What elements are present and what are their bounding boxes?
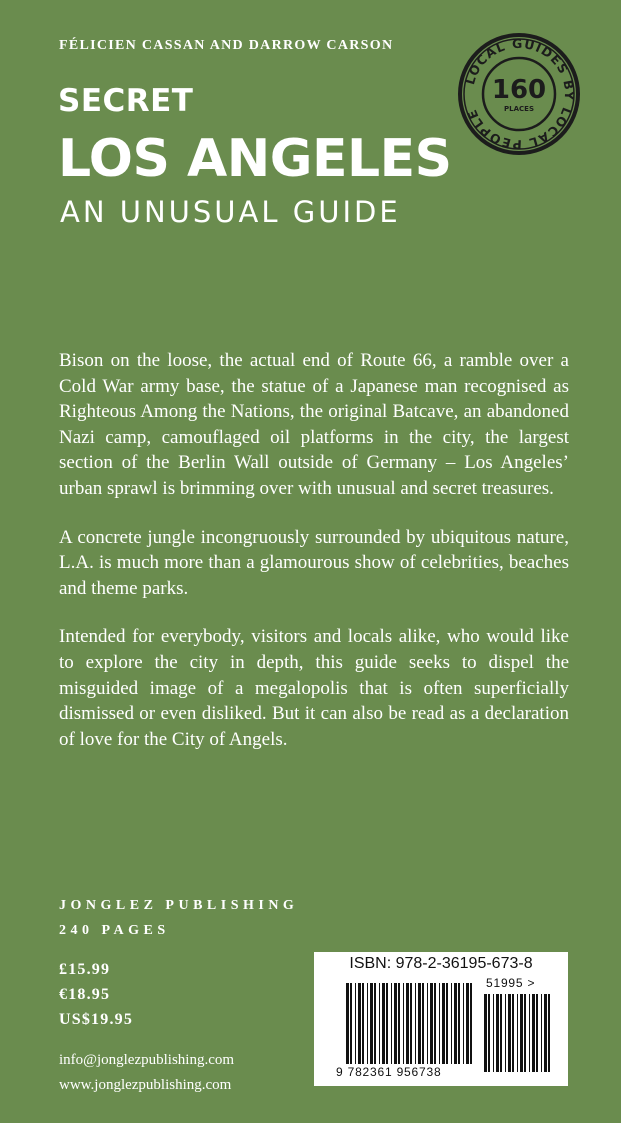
isbn-label: ISBN: 978-2-36195-673-8 [349,955,533,972]
barcode-addon-digits: 51995 > [486,976,536,990]
back-cover-blurb [59,348,569,775]
contact-info [59,1048,234,1098]
contact-email[interactable]: info@jonglezpublishing.com [59,1052,235,1068]
title-main: LOS ANGELES [58,129,452,189]
price-list [59,957,133,1032]
stamp-ring-text: LOCAL GUIDES BY LOCAL PEOPLE [462,35,578,153]
stamp-count: 160 [491,75,547,105]
title-secret: SECRET [58,83,194,119]
price-usd: US$19.95 [59,1011,134,1028]
blurb-paragraph: Bison on the loose, the actual end of Route 66, a ramble over a Cold War army base, the statue of a Japanese man recognised as Righteous Among the Nations, the original Batcave, an abandoned Nazi camp, camouflaged oil platforms in the city, the largest section of the Berlin Wall outside of Germany – Los Angeles’ urban sprawl is brimming over with unusual and secret treasures. [59,350,569,499]
price-eur: €18.95 [59,986,111,1003]
local-guides-stamp [457,32,581,156]
stamp-unit: PLACES [504,105,534,113]
publisher-name: JONGLEZ PUBLISHING [59,898,299,913]
blurb-paragraph: Intended for everybody, visitors and locals alike, who would like to explore the city in depth, this guide seeks to dispel the misguided image of a megalopolis that is often superficially dismissed or even disliked. But it can also be read as a declaration of love for the City of Angels. [59,626,569,750]
blurb-paragraph: A concrete jungle incongruously surrounded by ubiquitous nature, L.A. is much more than a glamourous show of celebrities, beaches and theme parks. [59,526,569,599]
publisher-info [59,893,298,943]
barcode-digits: 9 782361 956738 [336,1065,442,1079]
title-subtitle: AN UNUSUAL GUIDE [60,195,401,229]
contact-website[interactable]: www.jonglezpublishing.com [59,1077,232,1093]
authors: FÉLICIEN CASSAN AND DARROW CARSON [59,38,394,53]
price-gbp: £15.99 [59,961,111,978]
barcode-panel [314,952,568,1086]
page-count: 240 PAGES [59,923,170,938]
